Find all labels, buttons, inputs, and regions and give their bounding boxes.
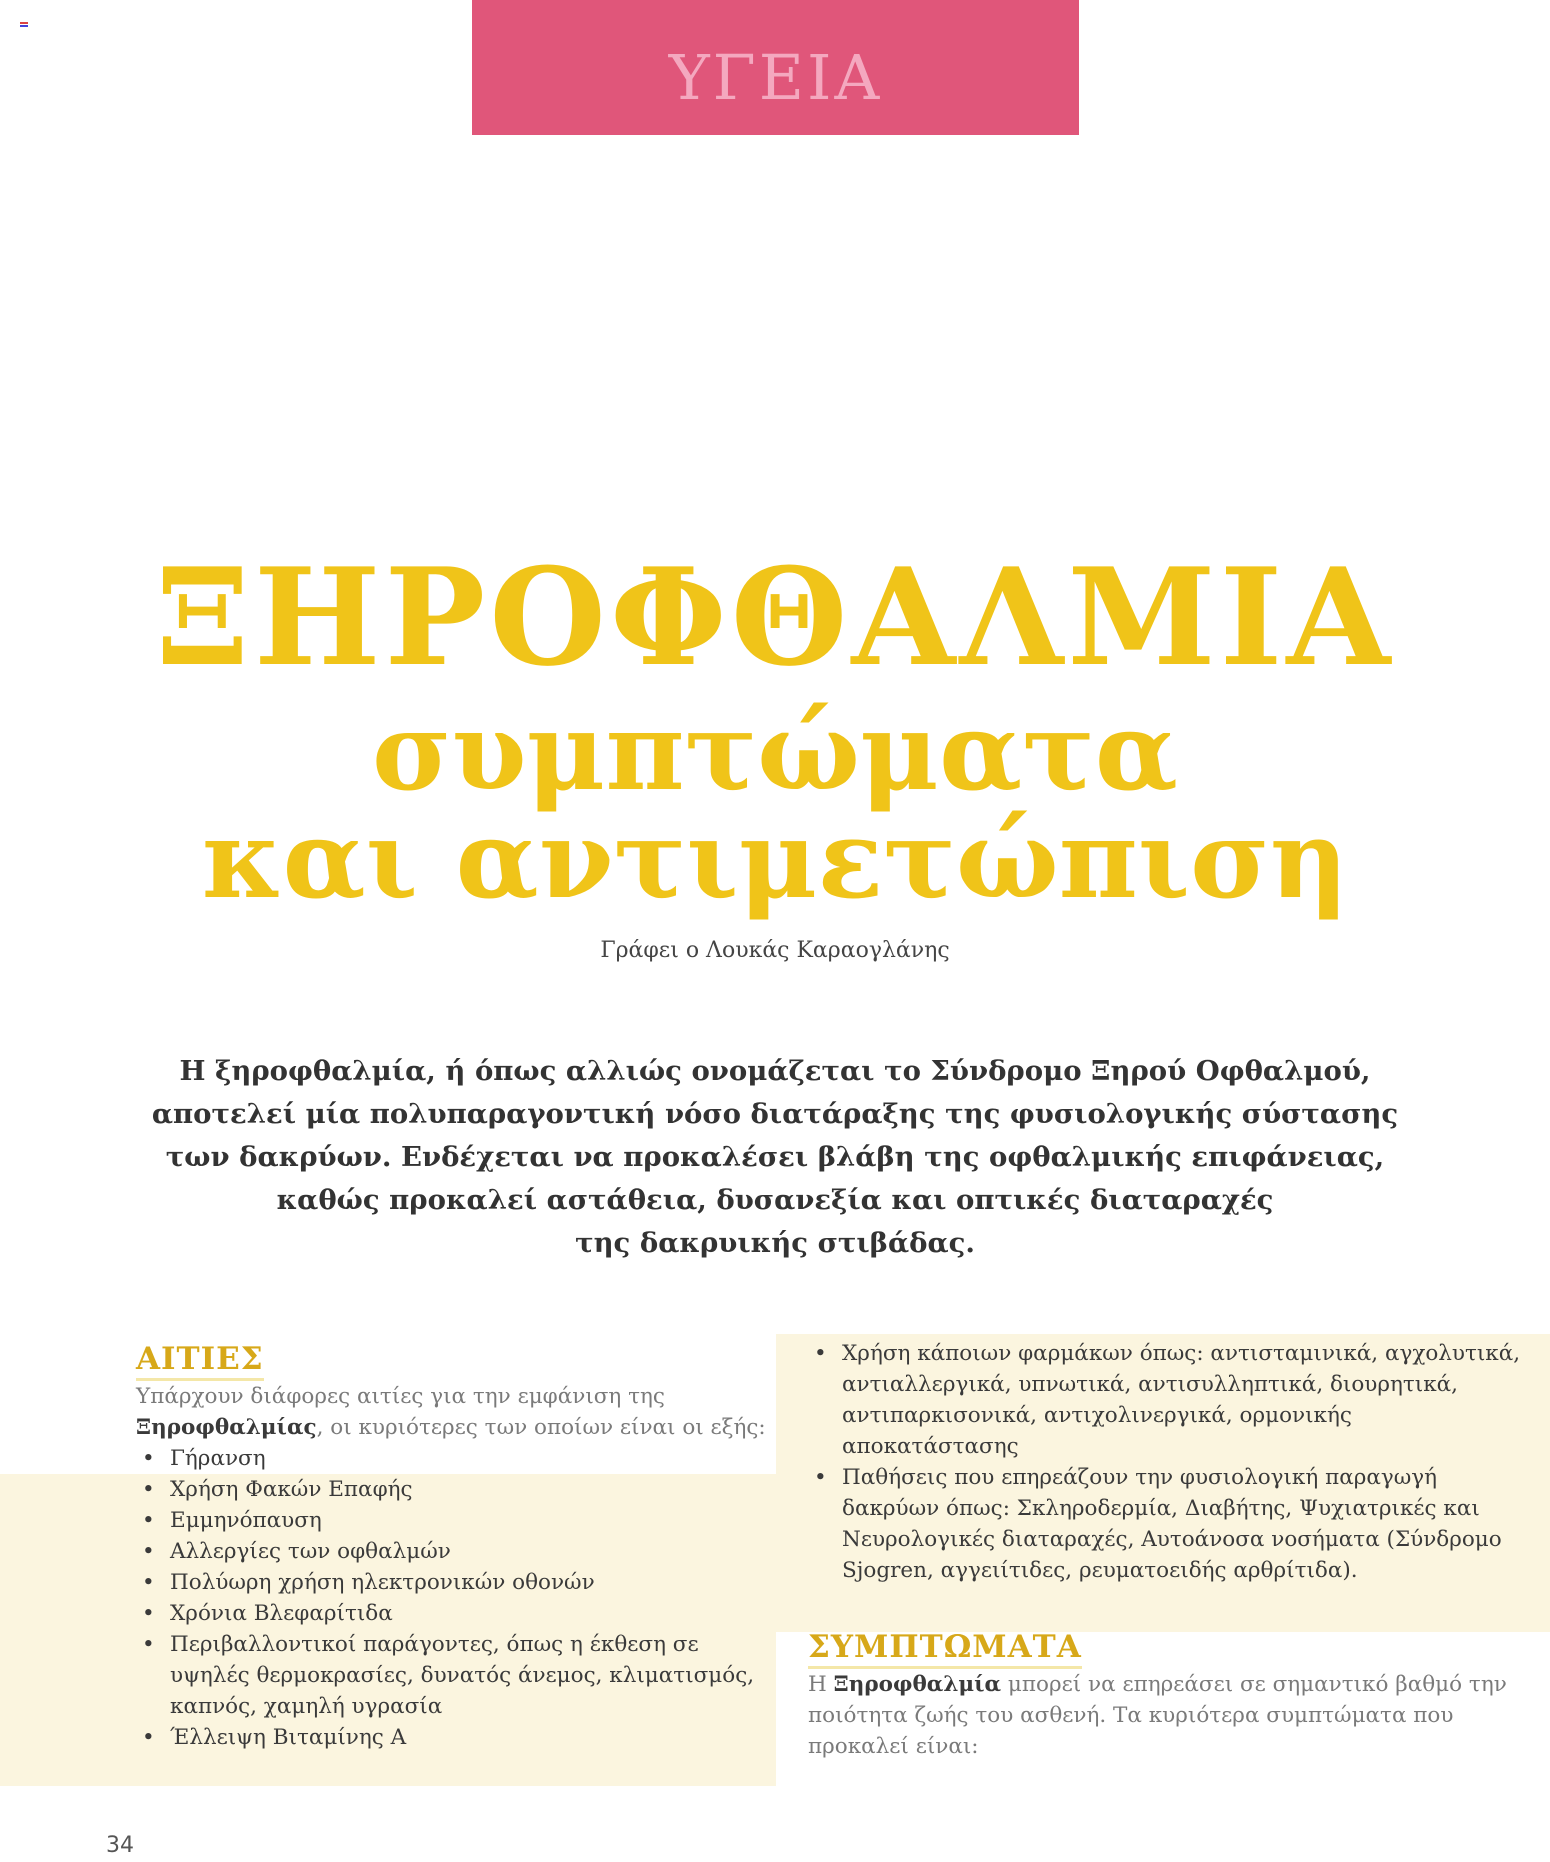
list-item: • Πολύωρη χρήση ηλεκτρονικών οθονών [136, 1567, 776, 1598]
symptoms-intro-before: Η [808, 1672, 834, 1697]
corner-flag-mark [20, 22, 28, 28]
causes-column [136, 1340, 776, 1753]
list-item: • Αλλεργίες των οφθαλμών [136, 1536, 776, 1567]
symptoms-section [808, 1628, 1528, 1762]
list-item: • Περιβαλλοντικοί παράγοντες, όπως η έκθεση σε υψηλές θερμοκρασίες, δυνατός άνεμος, κλιματισμός, καπνός, χαμηλή υγρασία [136, 1629, 776, 1722]
article-title-line3: και αντιμετώπιση [201, 797, 1349, 923]
symptoms-intro [808, 1669, 1528, 1762]
intro-line: αποτελεί μία πολυπαραγοντική νόσο διατάραξης της φυσιολογικής σύστασης [151, 1098, 1399, 1130]
section-tab [472, 0, 1079, 135]
intro-line: καθώς προκαλεί αστάθεια, δυσανεξία και οπτικές διαταραχές [276, 1184, 1274, 1216]
symptoms-intro-bold: Ξηροφθαλμία [833, 1672, 1002, 1697]
list-item: • Χρήση Φακών Επαφής [136, 1474, 776, 1505]
list-item: • Χρόνια Βλεφαρίτιδα [136, 1598, 776, 1629]
list-item: • Παθήσεις που επηρεάζουν την φυσιολογική παραγωγή δακρύων όπως: Σκληροδερμία, Διαβήτης, Ψυχιατρικές και Νευρολογικές διαταραχές, Αυτοάνοσα νοσήματα (Σύνδρομο Sjogren, αγγειίτιδες, ρευματοειδής αρθρίτιδα). [808, 1462, 1528, 1586]
page-number: 34 [106, 1833, 134, 1858]
intro-line: των δακρύων. Ενδέχεται να προκαλέσει βλάβη της οφθαλμικής επιφάνειας, [165, 1141, 1385, 1173]
causes-list [136, 1443, 776, 1753]
list-item: • Γήρανση [136, 1443, 776, 1474]
article-title-line2: συμπτώματα [371, 689, 1179, 815]
causes-intro [136, 1381, 776, 1443]
causes-heading: ΑΙΤΙΕΣ [136, 1340, 264, 1381]
causes-intro-before: Υπάρχουν διάφορες αιτίες για την εμφάνιση της [136, 1384, 665, 1409]
causes-list-continued [808, 1338, 1528, 1586]
causes-intro-bold: Ξηροφθαλμίας [136, 1415, 317, 1440]
list-item: • Εμμηνόπαυση [136, 1505, 776, 1536]
list-item: • Χρήση κάποιων φαρμάκων όπως: αντισταμινικά, αγχολυτικά, αντιαλλεργικά, υπνωτικά, αντισυλληπτικά, διουρητικά, αντιπαρκισονικά, αντιχολινεργικά, ορμονικής αποκατάστασης [808, 1338, 1528, 1462]
intro-line: Η ξηροφθαλμία, ή όπως αλλιώς ονομάζεται το Σύνδρομο Ξηρού Οφθαλμού, [179, 1055, 1371, 1087]
intro-line: της δακρυικής στιβάδας. [575, 1227, 975, 1259]
right-column [808, 1338, 1528, 1762]
article-title-line1: ΞΗΡΟΦΘΑΛΜΙΑ [155, 538, 1395, 696]
symptoms-heading: ΣΥΜΠΤΩΜΑΤΑ [808, 1628, 1082, 1669]
symptoms-intro-after: μπορεί να επηρεάσει σε σημαντικό βαθμό την ποιότητα ζωής του ασθενή. Τα κυριότερα συμπτώματα που προκαλεί είναι: [808, 1672, 1507, 1759]
list-item: • Έλλειψη Βιταμίνης Α [136, 1722, 776, 1753]
byline: Γράφει ο Λουκάς Καραογλάνης [600, 938, 950, 963]
section-tab-label: ΥΓΕΙΑ [668, 41, 883, 114]
causes-intro-after: , οι κυριότερες των οποίων είναι οι εξής: [316, 1415, 766, 1440]
intro-paragraph [130, 1050, 1420, 1265]
